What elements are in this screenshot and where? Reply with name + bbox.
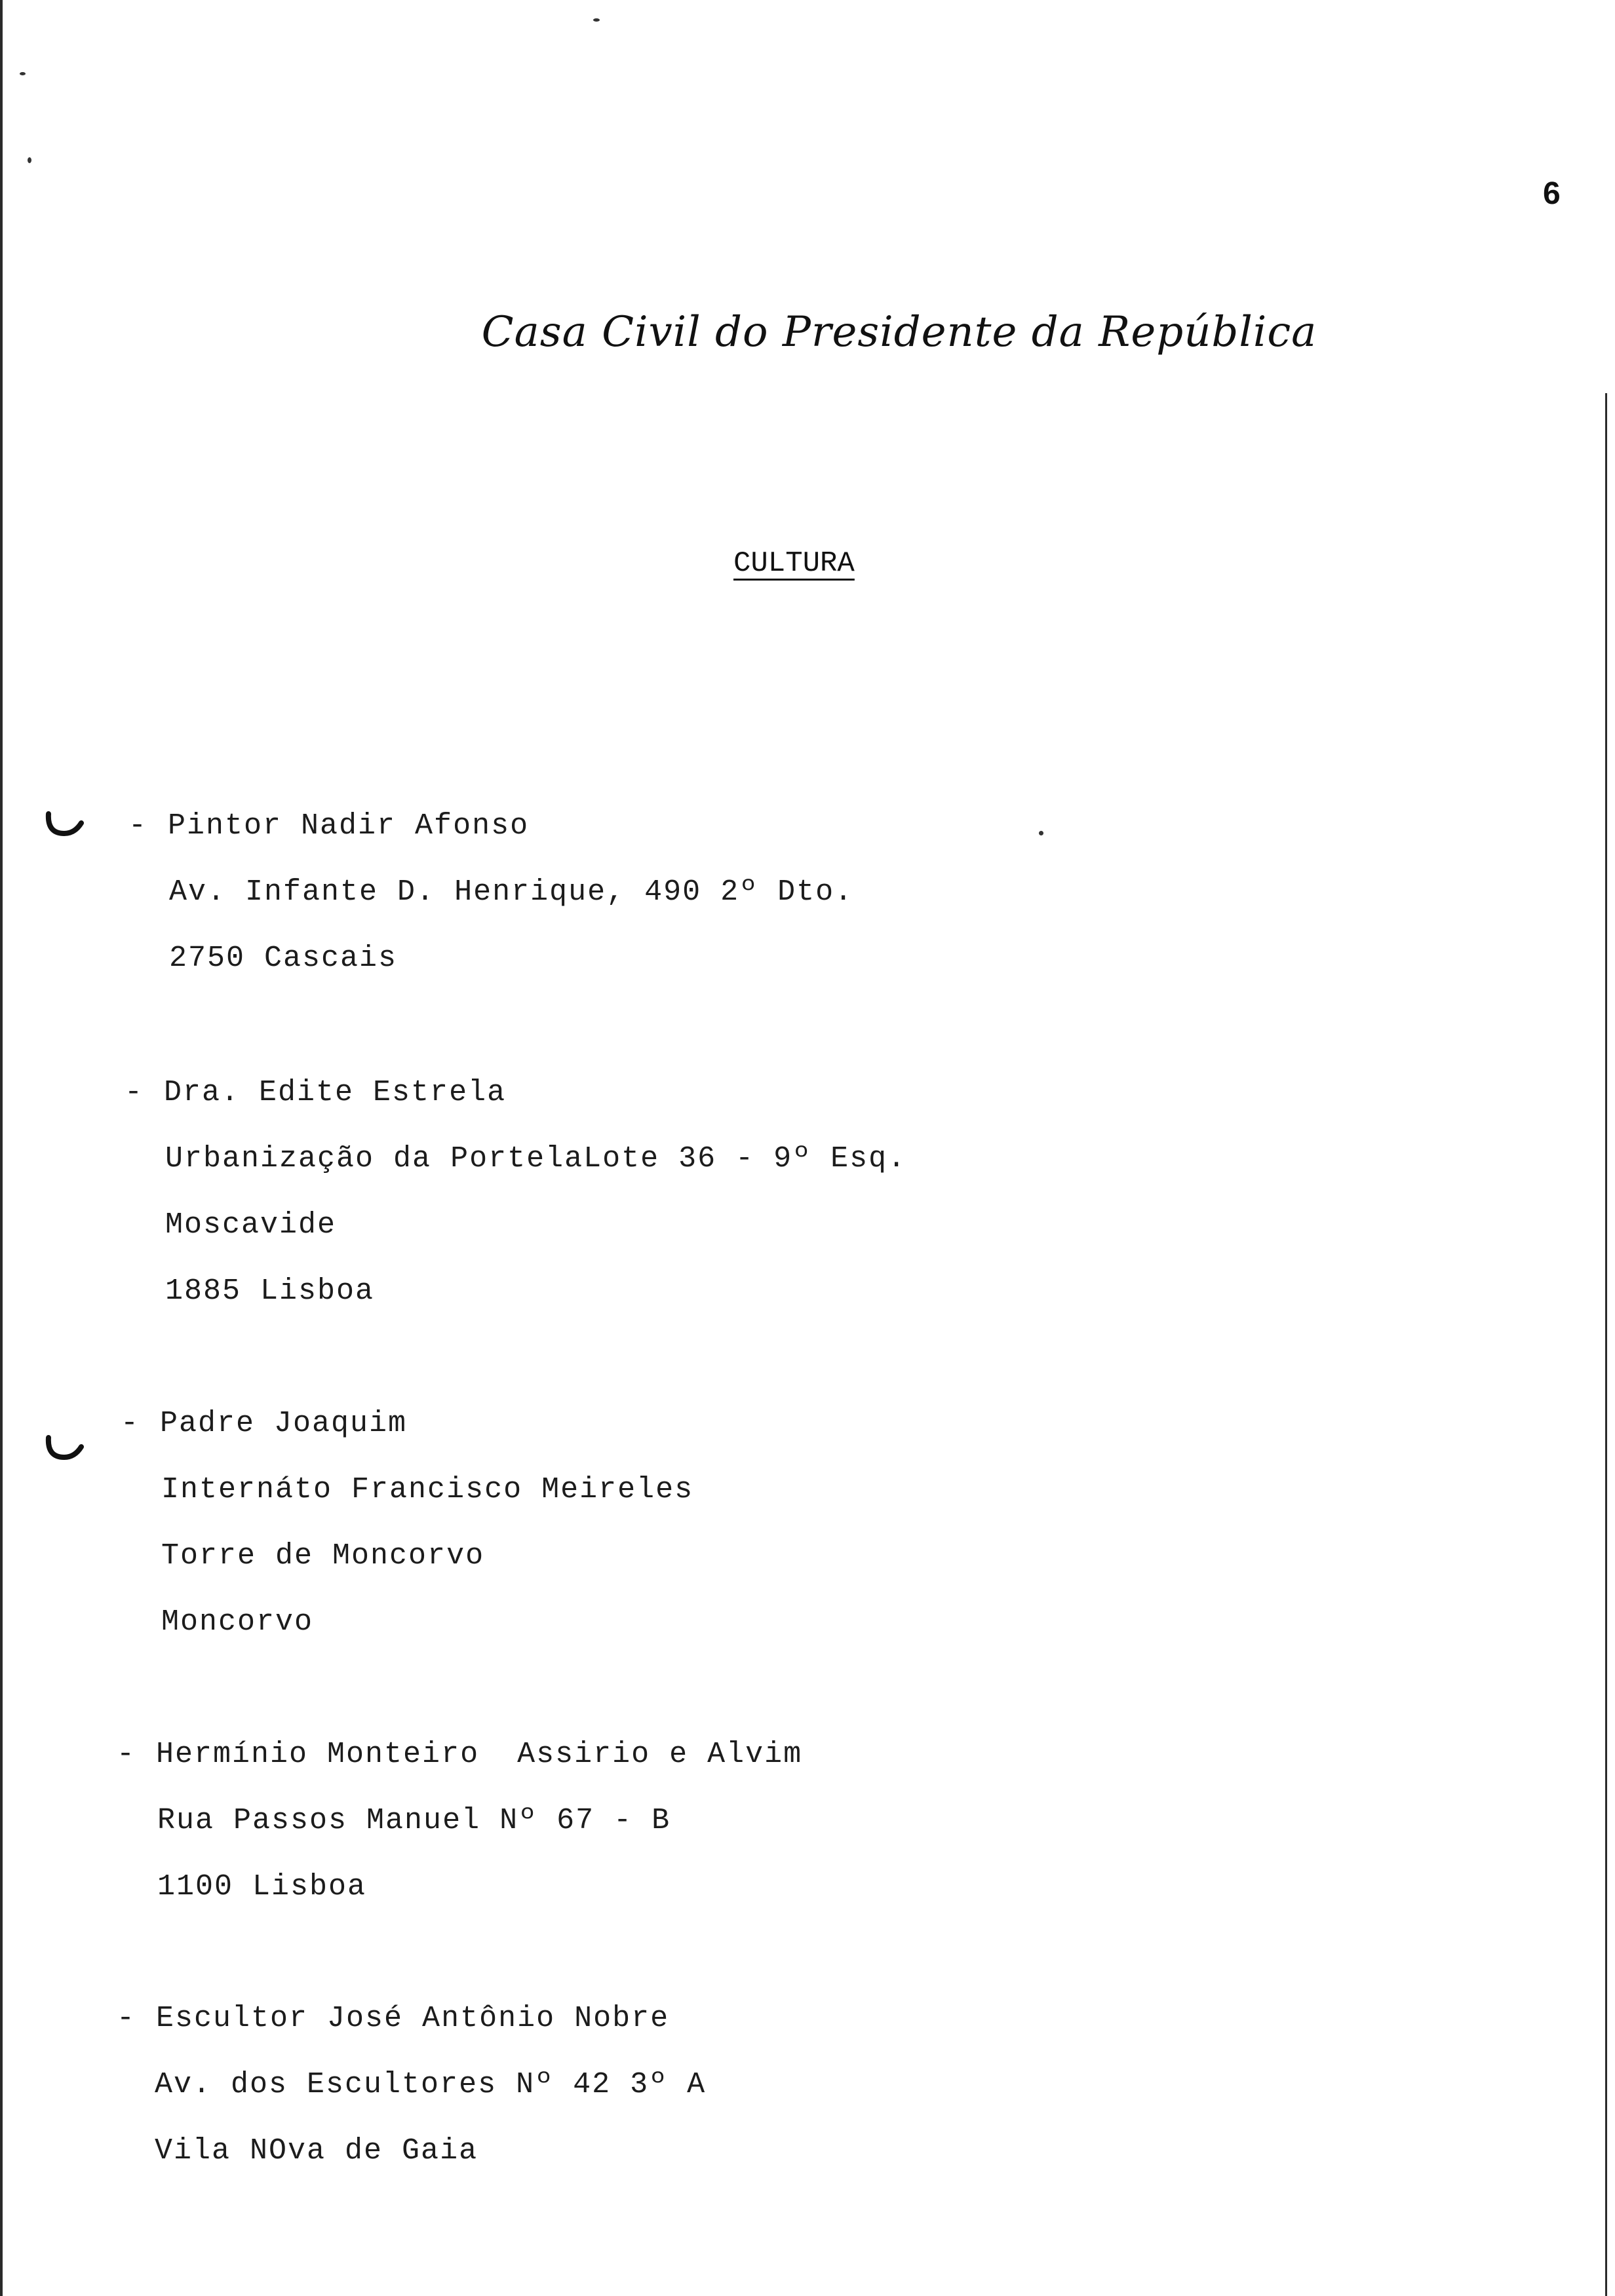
entry-name: Dra. Edite Estrela [164,1076,507,1109]
entry-name-line: - Padre Joaquim [121,1407,408,1440]
entry-name-line: - Hermínio Monteiro Assirio e Alvim [117,1738,803,1771]
right-page-edge [1605,393,1607,2296]
address-entry [117,1985,706,2184]
address-line: Internáto Francisco Meireles [161,1473,694,1506]
page-number: 6 [1543,176,1561,211]
scan-speck [28,157,31,163]
entry-name: Hermínio Monteiro Assirio e Alvim [156,1738,803,1771]
address-line: 1100 Lisboa [157,1870,367,1904]
letterhead-text: Casa Civil do Presidente da República [481,308,1317,356]
address-line: Rua Passos Manuel Nº 67 - B [157,1804,671,1837]
entry-name-line: - Pintor Nadir Afonso [128,809,530,843]
section-title: CULTURA [733,547,855,580]
address-line: Vila NOva de Gaia [155,2134,478,2168]
address-line: Torre de Moncorvo [161,1539,485,1573]
address-line: 2750 Cascais [169,942,398,975]
check-mark-icon [45,1435,84,1461]
check-mark-icon [45,811,84,837]
entry-name: Pintor Nadir Afonso [168,809,530,843]
letterhead [0,308,1615,356]
address-line: Av. dos Escultores Nº 42 3º A [155,2068,707,2101]
entry-name: Escultor José Antônio Nobre [156,2002,670,2035]
address-line: 1885 Lisboa [165,1274,375,1308]
entry-name: Padre Joaquim [160,1407,408,1440]
scan-speck [593,18,600,22]
address-line: Urbanização da PortelaLote 36 - 9º Esq. [165,1142,907,1176]
address-line: Moscavide [165,1208,337,1242]
address-entry [125,1060,906,1324]
address-line: Moncorvo [161,1605,314,1639]
scan-speck [20,72,26,75]
entry-name-line: - Escultor José Antônio Nobre [117,2002,670,2035]
address-entry [121,1390,693,1655]
scan-speck [1039,831,1043,835]
address-entry [128,793,853,991]
address-entry [117,1721,802,1920]
entry-name-line: - Dra. Edite Estrela [125,1076,507,1109]
address-line: Av. Infante D. Henrique, 490 2º Dto. [169,875,854,909]
